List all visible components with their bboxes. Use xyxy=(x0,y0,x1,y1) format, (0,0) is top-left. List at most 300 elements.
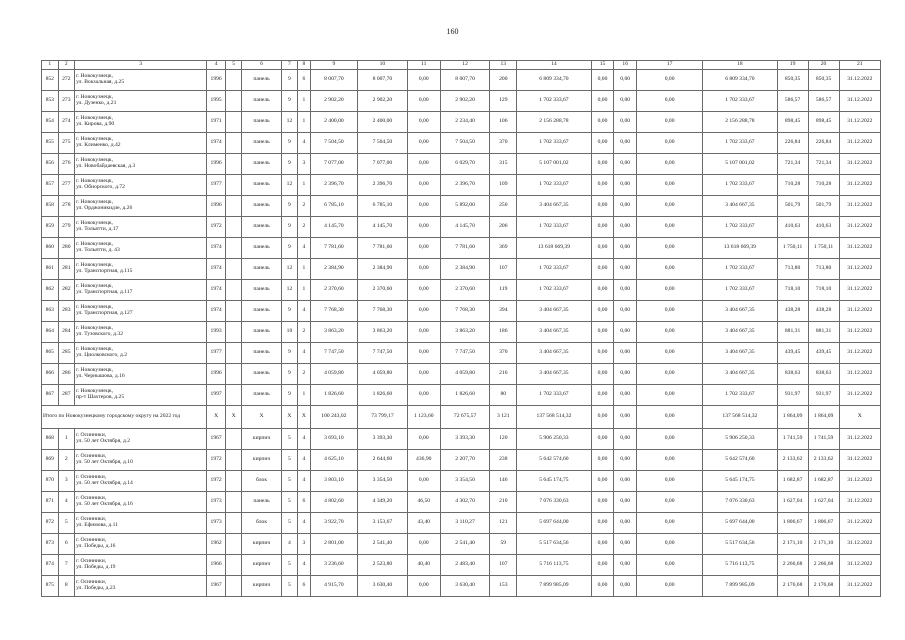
cell-c21: 31.12.2022 xyxy=(839,450,880,471)
cell-a11: 0,00 xyxy=(407,70,440,91)
cell-c16: 0,00 xyxy=(614,133,637,154)
cell-fl: 5 xyxy=(281,429,298,450)
cell-c15: 0,00 xyxy=(591,429,614,450)
cell-c14: 7 899 985,09 xyxy=(517,576,591,597)
cell-c19: 1 627,04 xyxy=(777,492,808,513)
column-number: 20 xyxy=(808,61,839,70)
cell-c21: 31.12.2022 xyxy=(839,492,880,513)
address-cell xyxy=(75,492,207,513)
column-number: 15 xyxy=(591,61,614,70)
cell-mat: панель xyxy=(242,91,281,112)
cell-c15: 0,00 xyxy=(591,322,614,343)
table-row xyxy=(42,385,881,406)
page-number: 160 xyxy=(446,27,459,36)
cell-a11: 0,00 xyxy=(407,280,440,301)
cell-mat: панель xyxy=(242,217,281,238)
cell-c20: 721,34 xyxy=(808,154,839,175)
cell-year: 1973 xyxy=(207,513,226,534)
column-number: 14 xyxy=(517,61,591,70)
address-street: ул. Транспортная, д.117 xyxy=(76,289,133,295)
cell-a12: 3 393,30 xyxy=(440,429,490,450)
cell-c5 xyxy=(225,70,242,91)
cell-c21: 31.12.2022 xyxy=(839,175,880,196)
cell-c20: 501,79 xyxy=(808,196,839,217)
total-cell-a9: 100 243,02 xyxy=(310,406,358,429)
total-cell-c6: X xyxy=(242,406,281,429)
cell-n: 863 xyxy=(42,301,59,322)
cell-c13: 121 xyxy=(490,513,517,534)
cell-fl: 5 xyxy=(281,555,298,576)
cell-c16: 0,00 xyxy=(614,259,637,280)
cell-c13: 210 xyxy=(490,492,517,513)
column-number: 11 xyxy=(407,61,440,70)
cell-a11: 0,00 xyxy=(407,343,440,364)
cell-c21: 31.12.2022 xyxy=(839,534,880,555)
cell-c15: 0,00 xyxy=(591,175,614,196)
address-street: ул. Ефимова, д.11 xyxy=(76,522,119,528)
cell-c5 xyxy=(225,154,242,175)
cell-c17: 0,00 xyxy=(637,154,703,175)
cell-c17: 0,00 xyxy=(637,301,703,322)
address-street: ул. Транспортная, д.127 xyxy=(76,310,133,316)
cell-c17: 0,00 xyxy=(637,429,703,450)
cell-n: 865 xyxy=(42,343,59,364)
cell-mat: панель xyxy=(242,133,281,154)
cell-a10: 2 902,20 xyxy=(358,91,408,112)
cell-c16: 0,00 xyxy=(614,555,637,576)
cell-loc: 276 xyxy=(58,154,75,175)
cell-n: 853 xyxy=(42,91,59,112)
cell-n: 873 xyxy=(42,534,59,555)
cell-a10: 3 863,20 xyxy=(358,322,408,343)
cell-c20: 1 806,67 xyxy=(808,513,839,534)
column-number: 18 xyxy=(703,61,777,70)
address-city: г. Новокузнецк, xyxy=(76,199,113,206)
cell-a10: 7 747,50 xyxy=(358,343,408,364)
cell-c18: 1 702 333,67 xyxy=(703,91,777,112)
total-cell-c16: 0,00 xyxy=(614,406,637,429)
cell-c19: 438,28 xyxy=(777,301,808,322)
cell-en: 1 xyxy=(298,385,310,406)
table-row xyxy=(42,364,881,385)
cell-year: 1996 xyxy=(207,196,226,217)
address-cell xyxy=(75,301,207,322)
cell-year: 1996 xyxy=(207,154,226,175)
cell-c19: 898,45 xyxy=(777,112,808,133)
cell-a10: 2 400,00 xyxy=(358,112,408,133)
cell-c18: 3 404 667,35 xyxy=(703,343,777,364)
column-number: 12 xyxy=(440,61,490,70)
column-number: 1 xyxy=(42,61,59,70)
cell-c18: 7 076 330,63 xyxy=(703,492,777,513)
housing-register-table xyxy=(41,60,881,597)
cell-c16: 0,00 xyxy=(614,238,637,259)
cell-loc: 6 xyxy=(58,534,75,555)
column-number: 6 xyxy=(242,61,281,70)
cell-n: 860 xyxy=(42,238,59,259)
cell-c13: 120 xyxy=(490,429,517,450)
cell-c17: 0,00 xyxy=(637,259,703,280)
cell-c17: 0,00 xyxy=(637,175,703,196)
cell-a10: 2 541,40 xyxy=(358,534,408,555)
cell-c13: 106 xyxy=(490,112,517,133)
cell-mat: блок xyxy=(242,471,281,492)
cell-c18: 7 899 985,09 xyxy=(703,576,777,597)
cell-c17: 0,00 xyxy=(637,534,703,555)
cell-c15: 0,00 xyxy=(591,133,614,154)
cell-a9: 2 801,00 xyxy=(310,534,358,555)
cell-c18: 5 697 644,00 xyxy=(703,513,777,534)
cell-c19: 586,57 xyxy=(777,91,808,112)
cell-n: 868 xyxy=(42,429,59,450)
cell-a11: 0,00 xyxy=(407,322,440,343)
cell-c14: 1 702 333,67 xyxy=(517,91,591,112)
cell-c19: 1 806,67 xyxy=(777,513,808,534)
cell-c13: 107 xyxy=(490,259,517,280)
cell-c18: 1 702 333,67 xyxy=(703,133,777,154)
cell-c14: 5 107 001,02 xyxy=(517,154,591,175)
cell-fl: 9 xyxy=(281,154,298,175)
address-street: ул. Тольятти, д.17 xyxy=(76,226,119,232)
cell-a11: 0,00 xyxy=(407,471,440,492)
cell-c19: 881,31 xyxy=(777,322,808,343)
cell-c16: 0,00 xyxy=(614,450,637,471)
cell-c13: 107 xyxy=(490,555,517,576)
address-city: г. Новокузнецк, xyxy=(76,73,113,80)
cell-c20: 710,28 xyxy=(808,175,839,196)
cell-c20: 2 176,68 xyxy=(808,576,839,597)
cell-en: 2 xyxy=(298,196,310,217)
cell-loc: 282 xyxy=(58,280,75,301)
cell-a10: 3 153,67 xyxy=(358,513,408,534)
cell-n: 870 xyxy=(42,471,59,492)
cell-c18: 5 716 113,75 xyxy=(703,555,777,576)
cell-en: 3 xyxy=(298,154,310,175)
cell-c17: 0,00 xyxy=(637,385,703,406)
cell-a9: 3 922,70 xyxy=(310,513,358,534)
cell-year: 1993 xyxy=(207,322,226,343)
cell-c15: 0,00 xyxy=(591,112,614,133)
cell-a12: 4 302,70 xyxy=(440,492,490,513)
cell-loc: 286 xyxy=(58,364,75,385)
cell-a9: 7 781,60 xyxy=(310,238,358,259)
cell-en: 4 xyxy=(298,343,310,364)
cell-mat: панель xyxy=(242,259,281,280)
table-row xyxy=(42,217,881,238)
table-row xyxy=(42,301,881,322)
cell-fl: 5 xyxy=(281,492,298,513)
cell-c5 xyxy=(225,196,242,217)
cell-loc: 8 xyxy=(58,576,75,597)
total-cell-c20: 1 864,09 xyxy=(808,406,839,429)
address-city: г. Новокузнецк, xyxy=(76,367,113,374)
cell-c20: 1 750,11 xyxy=(808,238,839,259)
address-street: ул. Орджоникидзе, д.26 xyxy=(76,205,133,211)
cell-mat: кирпич xyxy=(242,555,281,576)
address-city: г. Новокузнецк, xyxy=(76,346,113,353)
cell-fl: 5 xyxy=(281,450,298,471)
cell-a9: 7 768,30 xyxy=(310,301,358,322)
cell-a10: 7 077,00 xyxy=(358,154,408,175)
cell-c15: 0,00 xyxy=(591,534,614,555)
cell-a10: 3 393,30 xyxy=(358,429,408,450)
address-cell xyxy=(75,471,207,492)
cell-c18: 1 702 333,67 xyxy=(703,175,777,196)
cell-fl: 9 xyxy=(281,133,298,154)
cell-fl: 5 xyxy=(281,513,298,534)
cell-c21: 31.12.2022 xyxy=(839,133,880,154)
cell-c15: 0,00 xyxy=(591,343,614,364)
cell-a12: 3 630,40 xyxy=(440,576,490,597)
cell-c5 xyxy=(225,513,242,534)
cell-c18: 5 107 001,02 xyxy=(703,154,777,175)
cell-loc: 7 xyxy=(58,555,75,576)
cell-c20: 713,80 xyxy=(808,259,839,280)
cell-a12: 2 207,70 xyxy=(440,450,490,471)
cell-loc: 275 xyxy=(58,133,75,154)
cell-c14: 5 517 634,56 xyxy=(517,534,591,555)
cell-a11: 40,40 xyxy=(407,555,440,576)
cell-c20: 881,31 xyxy=(808,322,839,343)
cell-en: 6 xyxy=(298,70,310,91)
cell-a11: 43,40 xyxy=(407,513,440,534)
address-street: ул. Циолковского, д.2 xyxy=(76,352,128,358)
cell-fl: 9 xyxy=(281,91,298,112)
cell-mat: панель xyxy=(242,238,281,259)
column-number: 2 xyxy=(58,61,75,70)
column-number: 16 xyxy=(614,61,637,70)
cell-c20: 438,28 xyxy=(808,301,839,322)
cell-a11: 0,00 xyxy=(407,429,440,450)
cell-c16: 0,00 xyxy=(614,492,637,513)
address-cell xyxy=(75,280,207,301)
cell-c16: 0,00 xyxy=(614,343,637,364)
cell-year: 1971 xyxy=(207,112,226,133)
table-row xyxy=(42,91,881,112)
table-row xyxy=(42,343,881,364)
address-street: ул. Чернышова, д.16 xyxy=(76,373,125,379)
cell-c16: 0,00 xyxy=(614,70,637,91)
cell-c18: 2 156 288,78 xyxy=(703,112,777,133)
cell-year: 1995 xyxy=(207,91,226,112)
cell-mat: панель xyxy=(242,280,281,301)
table-row xyxy=(42,175,881,196)
cell-a9: 3 803,10 xyxy=(310,471,358,492)
table-row xyxy=(42,576,881,597)
cell-c21: 31.12.2022 xyxy=(839,513,880,534)
cell-n: 855 xyxy=(42,133,59,154)
cell-c5 xyxy=(225,322,242,343)
total-cell-a11: 1 123,60 xyxy=(407,406,440,429)
cell-n: 872 xyxy=(42,513,59,534)
cell-n: 875 xyxy=(42,576,59,597)
cell-c19: 713,80 xyxy=(777,259,808,280)
cell-a9: 2 384,90 xyxy=(310,259,358,280)
cell-en: 6 xyxy=(298,492,310,513)
cell-loc: 279 xyxy=(58,217,75,238)
cell-c16: 0,00 xyxy=(614,429,637,450)
address-cell xyxy=(75,112,207,133)
cell-year: 1974 xyxy=(207,259,226,280)
total-cell-c5: X xyxy=(225,406,242,429)
address-street: пр-т Шахтеров, д.25 xyxy=(76,394,125,400)
cell-year: 1966 xyxy=(207,555,226,576)
cell-c5 xyxy=(225,259,242,280)
cell-year: 1972 xyxy=(207,450,226,471)
cell-c18: 3 404 667,35 xyxy=(703,364,777,385)
cell-n: 862 xyxy=(42,280,59,301)
cell-c15: 0,00 xyxy=(591,385,614,406)
cell-a10: 4 059,80 xyxy=(358,364,408,385)
cell-fl: 4 xyxy=(281,534,298,555)
cell-a9: 3 236,60 xyxy=(310,555,358,576)
cell-c21: 31.12.2022 xyxy=(839,429,880,450)
address-city: г. Новокузнецк, xyxy=(76,388,113,395)
cell-mat: кирпич xyxy=(242,429,281,450)
cell-c13: 153 xyxy=(490,576,517,597)
total-row xyxy=(42,406,881,429)
cell-c15: 0,00 xyxy=(591,70,614,91)
cell-a12: 2 384,90 xyxy=(440,259,490,280)
cell-year: 1962 xyxy=(207,534,226,555)
cell-c21: 31.12.2022 xyxy=(839,154,880,175)
address-city: г. Осинники, xyxy=(76,516,107,523)
cell-a12: 3 863,20 xyxy=(440,322,490,343)
cell-c21: 31.12.2022 xyxy=(839,322,880,343)
cell-year: 1974 xyxy=(207,133,226,154)
cell-c14: 2 156 288,78 xyxy=(517,112,591,133)
cell-a12: 7 768,30 xyxy=(440,301,490,322)
cell-a9: 2 902,20 xyxy=(310,91,358,112)
cell-loc: 272 xyxy=(58,70,75,91)
cell-c20: 439,45 xyxy=(808,343,839,364)
cell-c5 xyxy=(225,175,242,196)
cell-c17: 0,00 xyxy=(637,112,703,133)
cell-a9: 2 396,70 xyxy=(310,175,358,196)
address-cell xyxy=(75,154,207,175)
cell-c15: 0,00 xyxy=(591,91,614,112)
cell-mat: панель xyxy=(242,112,281,133)
cell-c18: 3 404 667,35 xyxy=(703,196,777,217)
cell-fl: 9 xyxy=(281,70,298,91)
address-city: г. Осинники, xyxy=(76,495,107,502)
table-row xyxy=(42,492,881,513)
cell-c20: 1 627,04 xyxy=(808,492,839,513)
cell-fl: 12 xyxy=(281,259,298,280)
cell-c13: 109 xyxy=(490,175,517,196)
cell-a9: 3 693,10 xyxy=(310,429,358,450)
address-street: ул. 50 лет Октября, д.10 xyxy=(76,459,133,465)
cell-a11: 0,00 xyxy=(407,217,440,238)
cell-a12: 4 145,70 xyxy=(440,217,490,238)
cell-mat: панель xyxy=(242,196,281,217)
address-city: г. Новокузнецк, xyxy=(76,304,113,311)
address-street: ул. Кирова, д.90 xyxy=(76,121,115,127)
cell-a10: 6 785,10 xyxy=(358,196,408,217)
cell-c14: 5 906 250,33 xyxy=(517,429,591,450)
cell-c21: 31.12.2022 xyxy=(839,343,880,364)
cell-c21: 31.12.2022 xyxy=(839,471,880,492)
cell-en: 1 xyxy=(298,112,310,133)
cell-c19: 718,10 xyxy=(777,280,808,301)
cell-c20: 718,10 xyxy=(808,280,839,301)
cell-fl: 10 xyxy=(281,322,298,343)
cell-a9: 7 077,00 xyxy=(310,154,358,175)
cell-year: 1996 xyxy=(207,364,226,385)
table-row xyxy=(42,238,881,259)
cell-c5 xyxy=(225,301,242,322)
cell-c19: 1 750,11 xyxy=(777,238,808,259)
cell-a9: 1 826,60 xyxy=(310,385,358,406)
cell-year: 1967 xyxy=(207,429,226,450)
cell-c21: 31.12.2022 xyxy=(839,576,880,597)
cell-mat: панель xyxy=(242,343,281,364)
cell-c15: 0,00 xyxy=(591,364,614,385)
cell-c19: 2 133,62 xyxy=(777,450,808,471)
cell-c21: 31.12.2022 xyxy=(839,91,880,112)
cell-fl: 9 xyxy=(281,385,298,406)
cell-n: 864 xyxy=(42,322,59,343)
cell-c5 xyxy=(225,133,242,154)
cell-c19: 1 741,59 xyxy=(777,429,808,450)
total-cell-c13: 3 121 xyxy=(490,406,517,429)
cell-c5 xyxy=(225,429,242,450)
cell-c14: 1 702 333,67 xyxy=(517,217,591,238)
cell-c21: 31.12.2022 xyxy=(839,70,880,91)
cell-fl: 5 xyxy=(281,471,298,492)
cell-a10: 8 007,70 xyxy=(358,70,408,91)
cell-mat: панель xyxy=(242,175,281,196)
cell-mat: панель xyxy=(242,364,281,385)
cell-c5 xyxy=(225,364,242,385)
column-number: 10 xyxy=(358,61,408,70)
cell-a10: 2 396,70 xyxy=(358,175,408,196)
cell-c18: 1 702 333,67 xyxy=(703,385,777,406)
cell-a10: 7 781,60 xyxy=(358,238,408,259)
cell-c21: 31.12.2022 xyxy=(839,217,880,238)
cell-c17: 0,00 xyxy=(637,343,703,364)
cell-c14: 5 697 644,00 xyxy=(517,513,591,534)
cell-year: 1977 xyxy=(207,175,226,196)
address-street: ул. Тузовского, д.32 xyxy=(76,331,124,337)
cell-c13: 206 xyxy=(490,217,517,238)
total-cell-a10: 73 799,17 xyxy=(358,406,408,429)
cell-a12: 2 541,40 xyxy=(440,534,490,555)
cell-c14: 1 702 333,67 xyxy=(517,259,591,280)
cell-c17: 0,00 xyxy=(637,364,703,385)
cell-mat: панель xyxy=(242,301,281,322)
cell-loc: 3 xyxy=(58,471,75,492)
cell-c15: 0,00 xyxy=(591,450,614,471)
cell-c13: 129 xyxy=(490,91,517,112)
cell-loc: 274 xyxy=(58,112,75,133)
address-cell xyxy=(75,322,207,343)
cell-a11: 0,00 xyxy=(407,112,440,133)
cell-fl: 5 xyxy=(281,576,298,597)
total-label: Итого по Новокузнецкому городскому округу на 2022 год xyxy=(42,406,207,429)
cell-c13: 59 xyxy=(490,534,517,555)
cell-en: 1 xyxy=(298,259,310,280)
cell-c19: 1 682,87 xyxy=(777,471,808,492)
cell-c19: 721,34 xyxy=(777,154,808,175)
cell-a12: 7 747,50 xyxy=(440,343,490,364)
cell-a11: 436,90 xyxy=(407,450,440,471)
cell-loc: 283 xyxy=(58,301,75,322)
cell-c21: 31.12.2022 xyxy=(839,364,880,385)
cell-a10: 2 370,60 xyxy=(358,280,408,301)
cell-loc: 277 xyxy=(58,175,75,196)
address-street: ул. Победы, д.16 xyxy=(76,543,116,549)
